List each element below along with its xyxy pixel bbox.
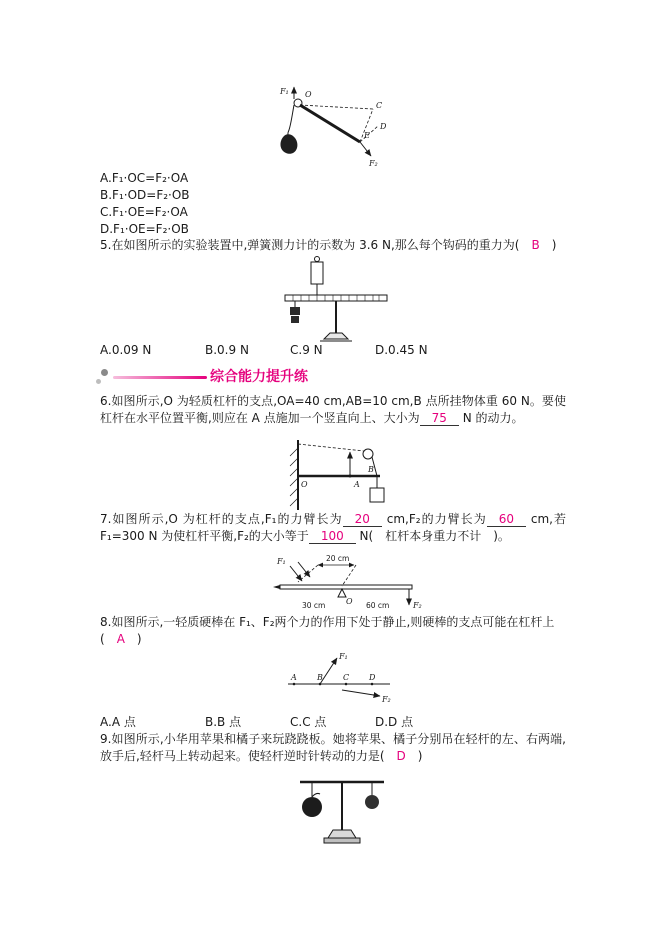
question-7-text2: cm,F₂的力臂长为: [381, 512, 487, 526]
pulley-icon: [363, 449, 373, 459]
question-7-blank3: 100: [309, 529, 356, 544]
question-5-close: ): [539, 238, 557, 252]
f1-arrow: [320, 658, 337, 684]
question-9: [100, 731, 566, 765]
point-c: [345, 683, 348, 686]
question-7-text3: cm,若 F₁=300 N 为使杠杆平衡,F₂的大小等于: [100, 512, 566, 543]
hanging-block: [370, 488, 384, 502]
figure-lever-pulley: [272, 82, 392, 170]
stand-base: [324, 333, 348, 339]
question-6-blank: 75: [420, 411, 459, 426]
len20-label: 20 cm: [326, 554, 350, 563]
question-8-text: 8.如图所示,一轻质硬棒在 F₁、F₂两个力的作用下处于静止,则硬棒的支点可能在杠杆上: [100, 615, 555, 629]
rope: [288, 105, 294, 138]
question-8-close: ): [124, 632, 142, 646]
beam-tip: [273, 585, 280, 589]
figure-spring-scale-lever: [280, 253, 392, 343]
question8-options: [100, 714, 566, 731]
scale-ring: [315, 257, 320, 262]
dashed-line: [300, 105, 373, 109]
c-label: C: [376, 101, 383, 110]
wall-hatching: [290, 448, 298, 506]
dashed-line: [342, 565, 356, 586]
b-label: B: [368, 465, 374, 474]
question-6: [100, 393, 566, 427]
lever-beam: [280, 585, 412, 589]
o-label: O: [301, 480, 308, 489]
question-6-text2: N 的动力。: [458, 411, 524, 425]
question-9-close: ): [405, 749, 423, 763]
question-7-text4: N( 杠杆本身重力不计 )。: [355, 529, 510, 543]
hook-weight: [290, 307, 300, 315]
f2-label: F₂: [369, 159, 378, 168]
support-line: [298, 444, 364, 451]
f2-arrow: [342, 690, 380, 696]
hanging-weight: [280, 134, 297, 154]
c-label: C: [343, 673, 350, 682]
q5-option-a: A.0.09 N: [100, 343, 152, 357]
question5-options: [100, 342, 566, 359]
question-8-answer: A: [116, 632, 125, 646]
f1-label: F₁: [277, 557, 286, 566]
q8-option-c: C.C 点: [290, 715, 327, 729]
apple-icon: [302, 797, 322, 817]
o-label: O: [346, 597, 353, 606]
f1-label: F₁: [339, 652, 348, 661]
q8-option-a: A.A 点: [100, 715, 136, 729]
question-9-answer: D: [396, 749, 406, 763]
a-label: A: [354, 480, 360, 489]
b-label: B: [317, 673, 323, 682]
figure-rod-forces: [282, 650, 398, 706]
f2-arrow: [360, 142, 371, 156]
apple-stem: [312, 793, 320, 797]
q4-option-a: A.F₁·OC=F₂·OA: [100, 171, 189, 185]
q8-option-b: B.B 点: [205, 715, 242, 729]
f1-label: F₁: [280, 87, 289, 96]
a-label: A: [291, 673, 297, 682]
question-9-text: 9.如图所示,小华用苹果和橘子来玩跷跷板。她将苹果、橘子分别吊在轻杆的左、右两端,放手后,轻杆马上转动起来。使轻杆逆时针转动的力是(: [100, 732, 566, 763]
q5-option-d: D.0.45 N: [375, 343, 428, 357]
stand-base: [328, 830, 356, 838]
f2-label: F₂: [382, 695, 391, 704]
q8-option-d: D.D 点: [375, 715, 414, 729]
figure-lever-arms: [272, 552, 424, 614]
spring-scale-icon: [311, 262, 323, 284]
section-header: [96, 366, 308, 388]
decor-line: [113, 376, 207, 379]
f1-arrow: [290, 566, 302, 581]
q4-option-c: C.F₁·OE=F₂·OA: [100, 205, 188, 219]
lever-rod: [300, 105, 360, 142]
question-5-text: 5.在如图所示的实验装置中,弹簧测力计的示数为 3.6 N,那么每个钩码的重力为(: [100, 238, 532, 252]
f2-label: F₂: [413, 601, 422, 610]
d-label: D: [380, 122, 387, 131]
point-a: [293, 683, 296, 686]
d-label: D: [369, 673, 376, 682]
question-7: [100, 511, 566, 545]
point-d: [371, 683, 374, 686]
question-5-answer: B: [531, 238, 540, 252]
question-7-blank1: 20: [343, 512, 382, 527]
figure-wall-lever: [280, 436, 402, 514]
question-6-text: 6.如图所示,O 为轻质杠杆的支点,OA=40 cm,AB=10 cm,B 点所挂物体重 60 N。要使杠杆在水平位置平衡,则应在 A 点施加一个竖直向上、大小为: [100, 394, 566, 425]
question-7-blank2: 60: [487, 512, 526, 527]
question-7-text: 7.如图所示,O 为杠杆的支点,F₁的力臂长为: [100, 512, 343, 526]
o-label: O: [305, 90, 312, 99]
question-8-open: (: [100, 632, 117, 646]
question-5: [100, 237, 566, 254]
q5-option-b: B.0.9 N: [205, 343, 249, 357]
len60-label: 60 cm: [366, 601, 390, 610]
hook-weight: [291, 316, 299, 323]
e-label: E: [364, 131, 370, 140]
f1-arrow2: [298, 562, 310, 577]
orange-icon: [365, 795, 379, 809]
section-title: 综合能力提升练: [210, 368, 308, 385]
len30-label: 30 cm: [302, 601, 326, 610]
stand-base-plate: [324, 838, 360, 843]
q4-option-b: B.F₁·OD=F₂·OB: [100, 188, 190, 202]
lever-beam: [285, 295, 387, 301]
question-8: [100, 614, 566, 648]
figure-seesaw-fruit: [286, 766, 398, 848]
q5-option-c: C.9 N: [290, 343, 323, 357]
decor-dots-icon: [96, 368, 112, 386]
beam-ticks: [293, 295, 379, 301]
question4-options: [100, 170, 190, 238]
fulcrum-icon: [338, 589, 346, 597]
q4-option-d: D.F₁·OE=F₂·OB: [100, 222, 189, 236]
